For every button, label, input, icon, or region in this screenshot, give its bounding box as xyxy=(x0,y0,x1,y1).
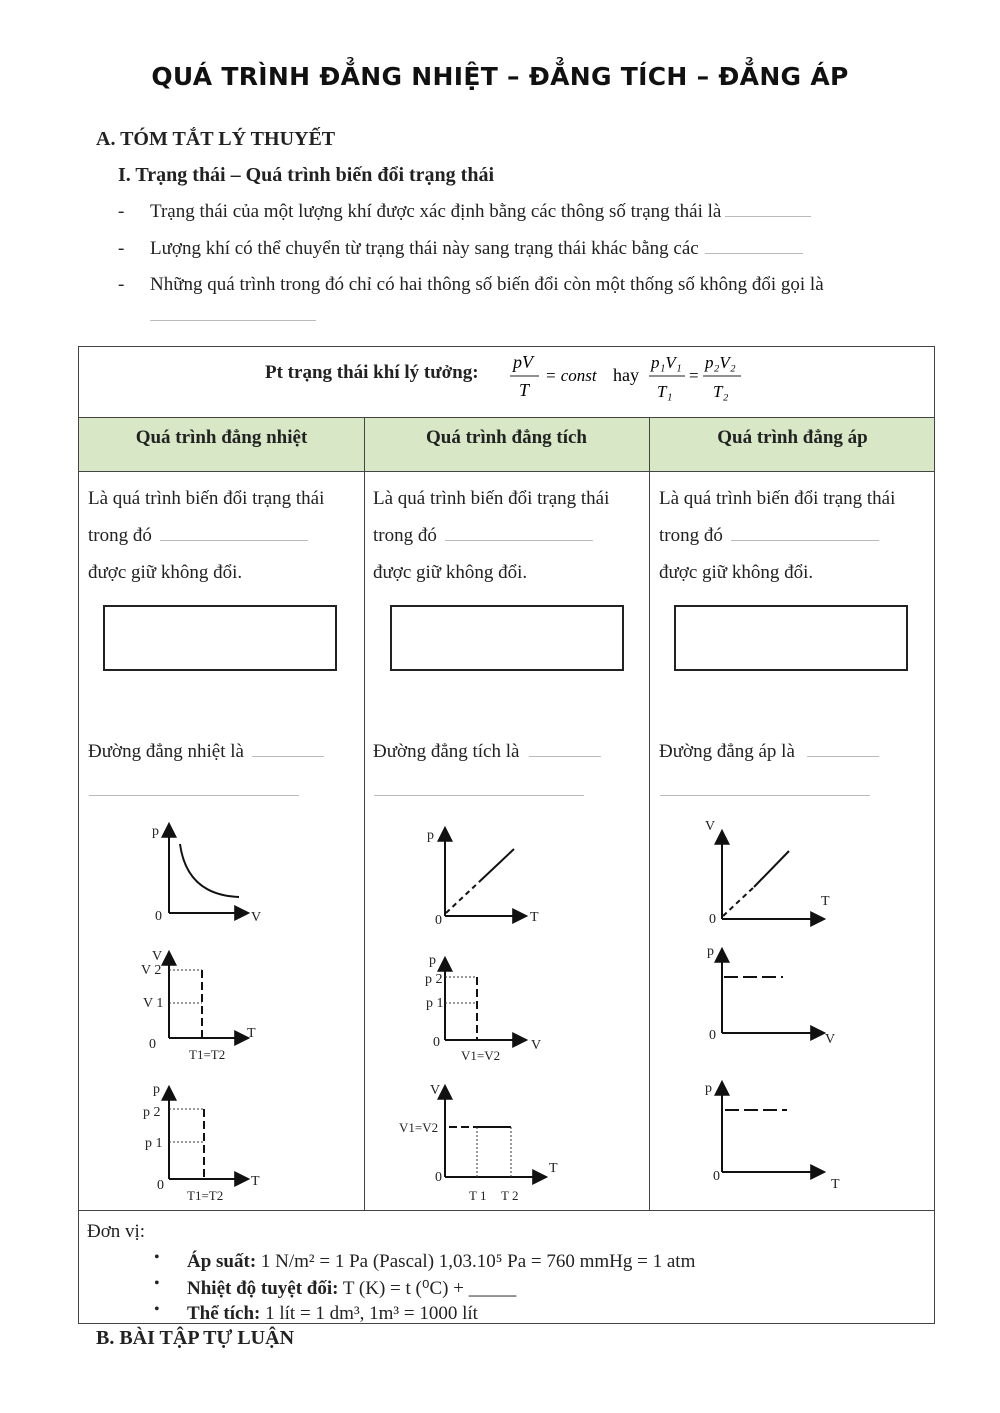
label-p: p xyxy=(152,824,159,839)
label-zero: 0 xyxy=(709,1028,716,1043)
desc-line xyxy=(88,517,360,554)
label-V: V xyxy=(825,1032,836,1047)
bullet-text: Trạng thái của một lượng khí được xác định bằng các thông số trạng thái là xyxy=(150,201,722,222)
isobaric-curve-label xyxy=(659,741,879,763)
answer-blank xyxy=(89,795,299,796)
ideal-gas-label: Pt trạng thái khí lý tưởng: xyxy=(265,362,479,383)
answer-box[interactable] xyxy=(390,605,624,671)
bullet-text: Lượng khí có thể chuyển từ trạng thái này sang trạng thái khác bằng các xyxy=(150,238,699,259)
desc-line: Là quá trình biến đổi trạng thái xyxy=(659,488,896,509)
unit-item: • Nhiệt độ tuyệt đối: T (K) = t (⁰C) + _____ xyxy=(154,1275,517,1299)
ideal-gas-formula xyxy=(505,348,755,414)
duong-text: Đường đẳng nhiệt là xyxy=(88,741,244,762)
isothermal-curve-label xyxy=(88,741,324,763)
section-b-heading: B. BÀI TẬP TỰ LUẬN xyxy=(96,1327,295,1349)
units-title: Đơn vị: xyxy=(87,1221,146,1242)
label-T: T xyxy=(549,1161,558,1176)
unit-item: • Áp suất: 1 N/m² = 1 Pa (Pascal) 1,03.10⁵ Pa = 760 mmHg = 1 atm xyxy=(154,1249,696,1272)
bullet-3-blank xyxy=(150,320,316,321)
label-T1eqT2: T1=T2 xyxy=(189,1047,226,1062)
label-p2: p 2 xyxy=(425,972,443,987)
label-p: p xyxy=(153,1082,160,1097)
bullet-3: - Những quá trình trong đó chỉ có hai thông số biến đổi còn một thống số không đổi gọi là xyxy=(118,274,824,295)
label-T1eqT2: T1=T2 xyxy=(187,1188,224,1203)
answer-blank xyxy=(660,795,870,796)
header-isothermal: Quá trình đẳng nhiệt xyxy=(135,427,308,448)
isothermal-desc xyxy=(88,480,360,591)
label-p1: p 1 xyxy=(426,996,444,1011)
desc-line: Là quá trình biến đổi trạng thái xyxy=(373,488,610,509)
label-p: p xyxy=(705,1081,712,1096)
desc-line: được giữ không đổi. xyxy=(659,562,814,583)
label-zero: 0 xyxy=(149,1037,156,1052)
graphs xyxy=(79,807,935,1207)
header-isochoric: Quá trình đẳng tích xyxy=(425,427,587,448)
summary-table xyxy=(78,346,935,1324)
unit-label: Nhiệt độ tuyệt đối: xyxy=(187,1278,339,1299)
desc-text: trong đó xyxy=(88,525,152,546)
formula-p1v1: p₁V₁ xyxy=(651,353,682,372)
formula-t: T xyxy=(519,380,530,400)
unit-text: T (K) = t (⁰C) + _____ xyxy=(342,1278,517,1299)
label-zero: 0 xyxy=(433,1035,440,1050)
formula-pv: pV xyxy=(513,352,533,372)
isobaric-desc xyxy=(659,480,931,591)
page-title: QUÁ TRÌNH ĐẲNG NHIỆT – ĐẲNG TÍCH – ĐẲNG ÁP xyxy=(151,62,849,91)
formula-hay: hay xyxy=(613,365,639,385)
label-p: p xyxy=(427,828,434,843)
formula-t1: T₁ xyxy=(657,382,673,401)
label-T: T xyxy=(821,894,830,909)
unit-label: Thể tích: xyxy=(187,1303,261,1324)
bullet-1: - Trạng thái của một lượng khí được xác định bằng các thông số trạng thái là xyxy=(118,201,811,223)
formula-p2v2: p₂V₂ xyxy=(705,353,736,372)
label-zero: 0 xyxy=(157,1178,164,1193)
answer-box[interactable] xyxy=(674,605,908,671)
section-i-heading: I. Trạng thái – Quá trình biến đổi trạng thái xyxy=(118,164,494,186)
bullet-text: Những quá trình trong đó chỉ có hai thông số biến đổi còn một thống số không đổi gọi là xyxy=(150,274,824,295)
desc-line: được giữ không đổi. xyxy=(88,562,243,583)
label-V: V xyxy=(430,1083,441,1098)
label-zero: 0 xyxy=(155,909,162,924)
desc-line: Là quá trình biến đổi trạng thái xyxy=(88,488,325,509)
answer-box[interactable] xyxy=(103,605,337,671)
unit-text: 1 lít = 1 dm³, 1m³ = 1000 lít xyxy=(265,1303,478,1324)
label-p: p xyxy=(429,953,436,968)
duong-text: Đường đẳng áp là xyxy=(659,741,795,762)
desc-line xyxy=(373,517,645,554)
label-zero: 0 xyxy=(709,912,716,927)
bullet-2: - Lượng khí có thể chuyển từ trạng thái này sang trạng thái khác bằng các xyxy=(118,238,803,260)
label-p: p xyxy=(707,944,714,959)
formula-eq: = xyxy=(689,366,699,385)
desc-text: trong đó xyxy=(659,525,723,546)
desc-text: trong đó xyxy=(373,525,437,546)
label-V1eqV2: V1=V2 xyxy=(461,1048,501,1063)
label-p1: p 1 xyxy=(145,1136,163,1151)
answer-blank xyxy=(374,795,584,796)
label-V1: V 1 xyxy=(143,996,164,1011)
unit-item: • Thể tích: 1 lít = 1 dm³, 1m³ = 1000 lít xyxy=(154,1301,478,1324)
header-isobaric: Quá trình đẳng áp xyxy=(717,427,868,448)
label-V: V xyxy=(705,819,716,834)
label-V: V xyxy=(152,949,163,964)
label-T: T xyxy=(530,910,539,925)
isochoric-desc xyxy=(373,480,645,591)
label-T2: T 2 xyxy=(501,1188,519,1203)
label-p2: p 2 xyxy=(143,1105,161,1120)
label-V2: V 2 xyxy=(141,963,162,978)
label-V: V xyxy=(531,1038,542,1053)
desc-line: được giữ không đổi. xyxy=(373,562,528,583)
label-T: T xyxy=(251,1174,260,1189)
desc-line xyxy=(659,517,931,554)
duong-text: Đường đẳng tích là xyxy=(373,741,520,762)
ideal-gas-row xyxy=(79,347,934,417)
label-V: V xyxy=(251,910,262,925)
label-zero: 0 xyxy=(713,1169,720,1184)
unit-text: 1 N/m² = 1 Pa (Pascal) 1,03.10⁵ Pa = 760 mmHg = 1 atm xyxy=(260,1251,696,1272)
label-V1eqV2: V1=V2 xyxy=(399,1120,439,1135)
label-zero: 0 xyxy=(435,913,442,928)
section-a-heading: A. TÓM TẮT LÝ THUYẾT xyxy=(96,128,336,150)
unit-label: Áp suất: xyxy=(187,1251,257,1272)
formula-const: = const xyxy=(545,366,597,385)
formula-t2: T₂ xyxy=(713,382,729,401)
label-T: T xyxy=(247,1026,256,1041)
label-zero: 0 xyxy=(435,1170,442,1185)
label-T: T xyxy=(831,1177,840,1192)
label-T1: T 1 xyxy=(469,1188,487,1203)
isochoric-curve-label xyxy=(373,741,601,763)
